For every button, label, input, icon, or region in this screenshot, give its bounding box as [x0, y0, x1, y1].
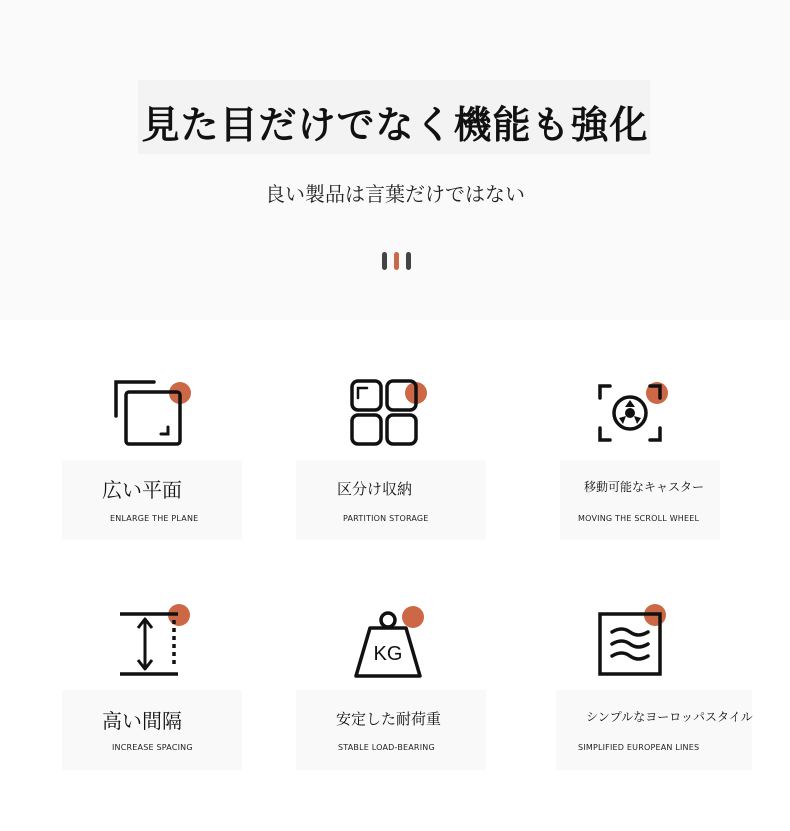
divider-bar-middle	[394, 252, 399, 270]
european-lines-icon	[590, 604, 670, 684]
svg-text:KG: KG	[373, 643, 403, 665]
feature-title-2: 区分け収納	[337, 480, 413, 498]
kg-weight-icon	[350, 604, 430, 684]
feature-subtitle-5: STABLE LOAD-BEARING	[338, 743, 435, 752]
feature-panel-6	[556, 690, 752, 770]
hero-section	[0, 0, 790, 320]
page-title: 見た目だけでなく機能も強化	[141, 103, 649, 147]
feature-title-3: 移動可能なキャスター	[584, 480, 705, 494]
page-subtitle: 良い製品は言葉だけではない	[265, 182, 525, 206]
feature-title-4: 高い間隔	[102, 709, 182, 733]
feature-panel-5	[296, 690, 486, 770]
feature-panel-2	[296, 460, 486, 540]
feature-subtitle-6: SIMPLIFIED EUROPEAN LINES	[578, 743, 700, 752]
divider-bar-right	[406, 252, 411, 270]
enlarge-plane-icon	[108, 376, 188, 456]
feature-title-6: シンプルなヨーロッパスタイル	[586, 710, 753, 724]
divider-bar-left	[382, 252, 387, 270]
feature-panel-3	[560, 460, 720, 540]
partition-grid-icon	[345, 376, 425, 456]
feature-subtitle-4: INCREASE SPACING	[112, 743, 193, 752]
divider-bars	[382, 252, 412, 272]
feature-title-1: 広い平面	[102, 478, 182, 502]
feature-subtitle-2: PARTITION STORAGE	[343, 514, 429, 523]
spacing-height-icon	[110, 604, 190, 684]
feature-subtitle-3: MOVING THE SCROLL WHEEL	[578, 514, 700, 523]
feature-title-5: 安定した耐荷重	[336, 710, 442, 728]
feature-subtitle-1: ENLARGE THE PLANE	[110, 514, 199, 523]
caster-wheel-icon	[592, 376, 672, 456]
